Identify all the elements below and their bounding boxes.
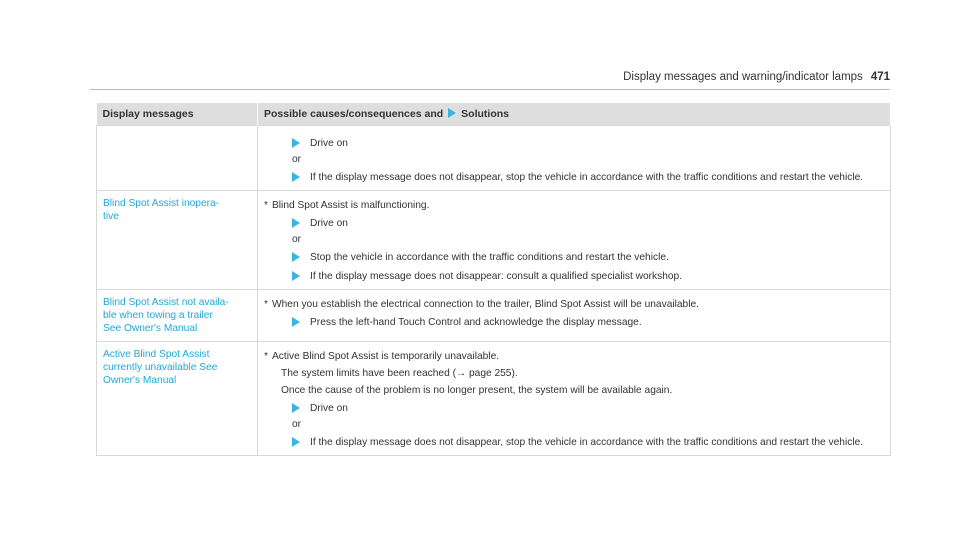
header-divider	[90, 89, 890, 90]
solution-step: Drive on	[292, 137, 884, 151]
cause-item: * Blind Spot Assist is malfunctioning.	[264, 200, 430, 211]
arrow-right-icon	[292, 403, 300, 413]
display-messages-table	[96, 103, 891, 456]
solution-step: If the display message does not disappear, stop the vehicle in accordance with the traffic conditions and restart the vehicle.	[292, 171, 884, 185]
solution-cell	[258, 191, 891, 290]
message-title: Blind Spot Assist inopera- tive	[103, 198, 220, 222]
table-row	[97, 191, 891, 290]
solution-step: Press the left-hand Touch Control and acknowledge the display message.	[292, 316, 884, 330]
arrow-right-icon	[292, 138, 300, 148]
column-header-causes-solutions	[258, 103, 891, 126]
arrow-right-icon	[292, 218, 300, 228]
arrow-right-icon	[292, 317, 300, 327]
table-row	[97, 342, 891, 456]
table-header-row	[97, 103, 891, 126]
solution-step: If the display message does not disappear, stop the vehicle in accordance with the traffic conditions and restart the vehicle.	[292, 436, 884, 450]
or-label: or	[292, 419, 302, 430]
solution-cell	[258, 126, 891, 191]
or-label: or	[292, 154, 302, 165]
cause-note: Once the cause of the problem is no longer present, the system will be available again.	[281, 385, 673, 396]
section-title: Display messages and warning/indicator lamps	[623, 71, 863, 83]
arrow-right-icon	[292, 252, 300, 262]
solution-step: Drive on	[292, 402, 884, 416]
arrow-right-icon	[448, 108, 456, 118]
table-row	[97, 290, 891, 342]
solution-cell	[258, 342, 891, 456]
solution-step: If the display message does not disappear: consult a qualified specialist workshop.	[292, 270, 884, 284]
arrow-right-icon	[292, 172, 300, 182]
column-header-display-messages: Display messages	[97, 103, 258, 126]
message-cell	[97, 126, 258, 191]
cause-item: * Active Blind Spot Assist is temporarily unavailable.	[264, 351, 500, 362]
page-number: 471	[870, 71, 890, 83]
page-header	[623, 71, 890, 83]
solutions-label: Solutions	[461, 107, 510, 120]
message-cell	[97, 191, 258, 290]
message-title: Active Blind Spot Assist currently unavailable See Owner's Manual	[103, 349, 218, 386]
message-cell	[97, 342, 258, 456]
message-title: Blind Spot Assist not availa- ble when towing a trailer See Owner's Manual	[103, 297, 229, 334]
arrow-right-icon	[292, 437, 300, 447]
causes-label: Possible causes/consequences and	[264, 107, 444, 120]
table-row	[97, 126, 891, 191]
message-cell	[97, 290, 258, 342]
cause-note: The system limits have been reached (→ page 255).	[281, 368, 518, 379]
solution-step: Stop the vehicle in accordance with the traffic conditions and restart the vehicle.	[292, 251, 884, 265]
cause-item: * When you establish the electrical connection to the trailer, Blind Spot Assist will be unavailable.	[264, 299, 699, 310]
solution-step: Drive on	[292, 217, 884, 231]
or-label: or	[292, 234, 302, 245]
arrow-right-icon	[292, 271, 300, 281]
solution-cell	[258, 290, 891, 342]
